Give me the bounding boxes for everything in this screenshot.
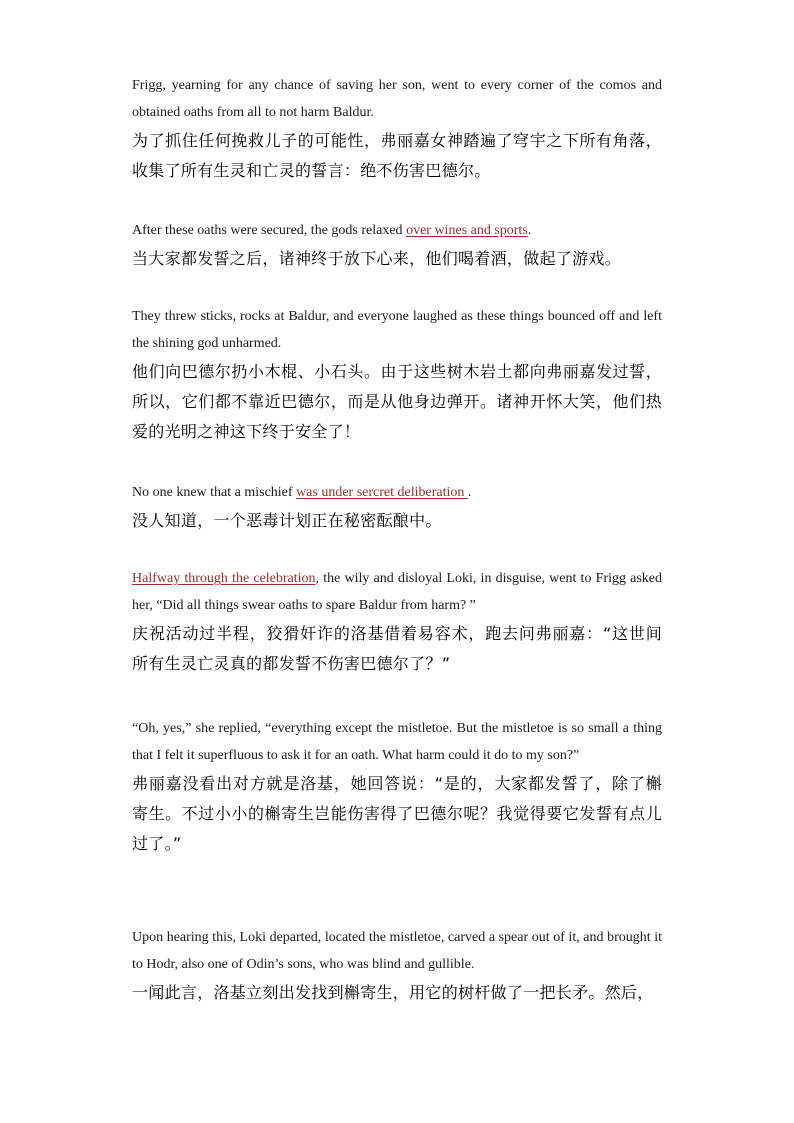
english-text	[132, 924, 662, 978]
paragraph-1	[132, 72, 662, 186]
english-span: , the wily and disloyal Loki, in disguise, went to Frigg asked her, “Did all things swear oaths to spare Baldur from harm? ”	[132, 571, 663, 613]
english-span: Frigg, yearning for any chance of saving her son, went to every corner of the comos and obtained oaths from all to not harm Baldur.	[132, 78, 662, 120]
english-span: .	[467, 485, 472, 500]
chinese-text: 当大家都发誓之后，诸神终于放下心来，他们喝着酒，做起了游戏。	[132, 249, 622, 268]
english-span: After these oaths were secured, the gods relaxed	[132, 223, 407, 238]
highlighted-phrase: Halfway through the celebration	[132, 571, 316, 586]
paragraph-3	[132, 303, 662, 447]
chinese-text: 他们向巴德尔扔小木棍、小石头。由于这些树木岩土都向弗丽嘉发过誓，所以，它们都不靠近巴德尔，而是从他身边弹开。诸神开怀大笑，他们热爱的光明之神这下终于安全了！	[132, 362, 662, 441]
paragraph-6	[132, 715, 662, 859]
english-span: No one knew that a mischief	[132, 485, 297, 500]
paragraph-5	[132, 565, 662, 679]
english-text	[132, 72, 662, 126]
english-text	[132, 479, 662, 506]
english-text	[132, 303, 662, 357]
english-span: “Oh, yes,” she replied, “everything except the mistletoe. But the mistletoe is so small a thing that I felt it superfluous to ask it for an oath. What harm could it do to my son?”	[132, 721, 662, 763]
english-span: They threw sticks, rocks at Baldur, and everyone laughed as these things bounced off and left the shining god unharmed.	[132, 309, 662, 351]
english-span: Upon hearing this, Loki departed, located the mistletoe, carved a spear out of it, and brought it to Hodr, also one of Odin’s sons, who was blind and gullible.	[132, 930, 662, 972]
paragraph-2	[132, 217, 662, 274]
chinese-text: 一闻此言，洛基立刻出发找到槲寄生，用它的树杆做了一把长矛。然后，	[132, 983, 654, 1002]
paragraph-7	[132, 924, 662, 1008]
chinese-text: 弗丽嘉没看出对方就是洛基，她回答说：“是的，大家都发誓了，除了槲寄生。不过小小的槲寄生岂能伤害得了巴德尔呢？我觉得要它发誓有点儿过了。”	[132, 774, 662, 853]
english-text	[132, 217, 662, 244]
english-text	[132, 565, 662, 619]
english-span: .	[527, 223, 532, 238]
chinese-text: 没人知道，一个恶毒计划正在秘密酝酿中。	[132, 511, 442, 530]
highlighted-phrase: was under sercret deliberation	[296, 485, 468, 500]
chinese-text: 为了抓住任何挽救儿子的可能性，弗丽嘉女神踏遍了穹宇之下所有角落，收集了所有生灵和亡灵的誓言：绝不伤害巴德尔。	[132, 131, 662, 180]
paragraph-4	[132, 479, 662, 536]
english-text	[132, 715, 662, 769]
chinese-text: 庆祝活动过半程，狡猾奸诈的洛基借着易容术，跑去问弗丽嘉：“这世间所有生灵亡灵真的都发誓不伤害巴德尔了？”	[132, 624, 662, 673]
highlighted-phrase: over wines and sports	[406, 223, 528, 238]
